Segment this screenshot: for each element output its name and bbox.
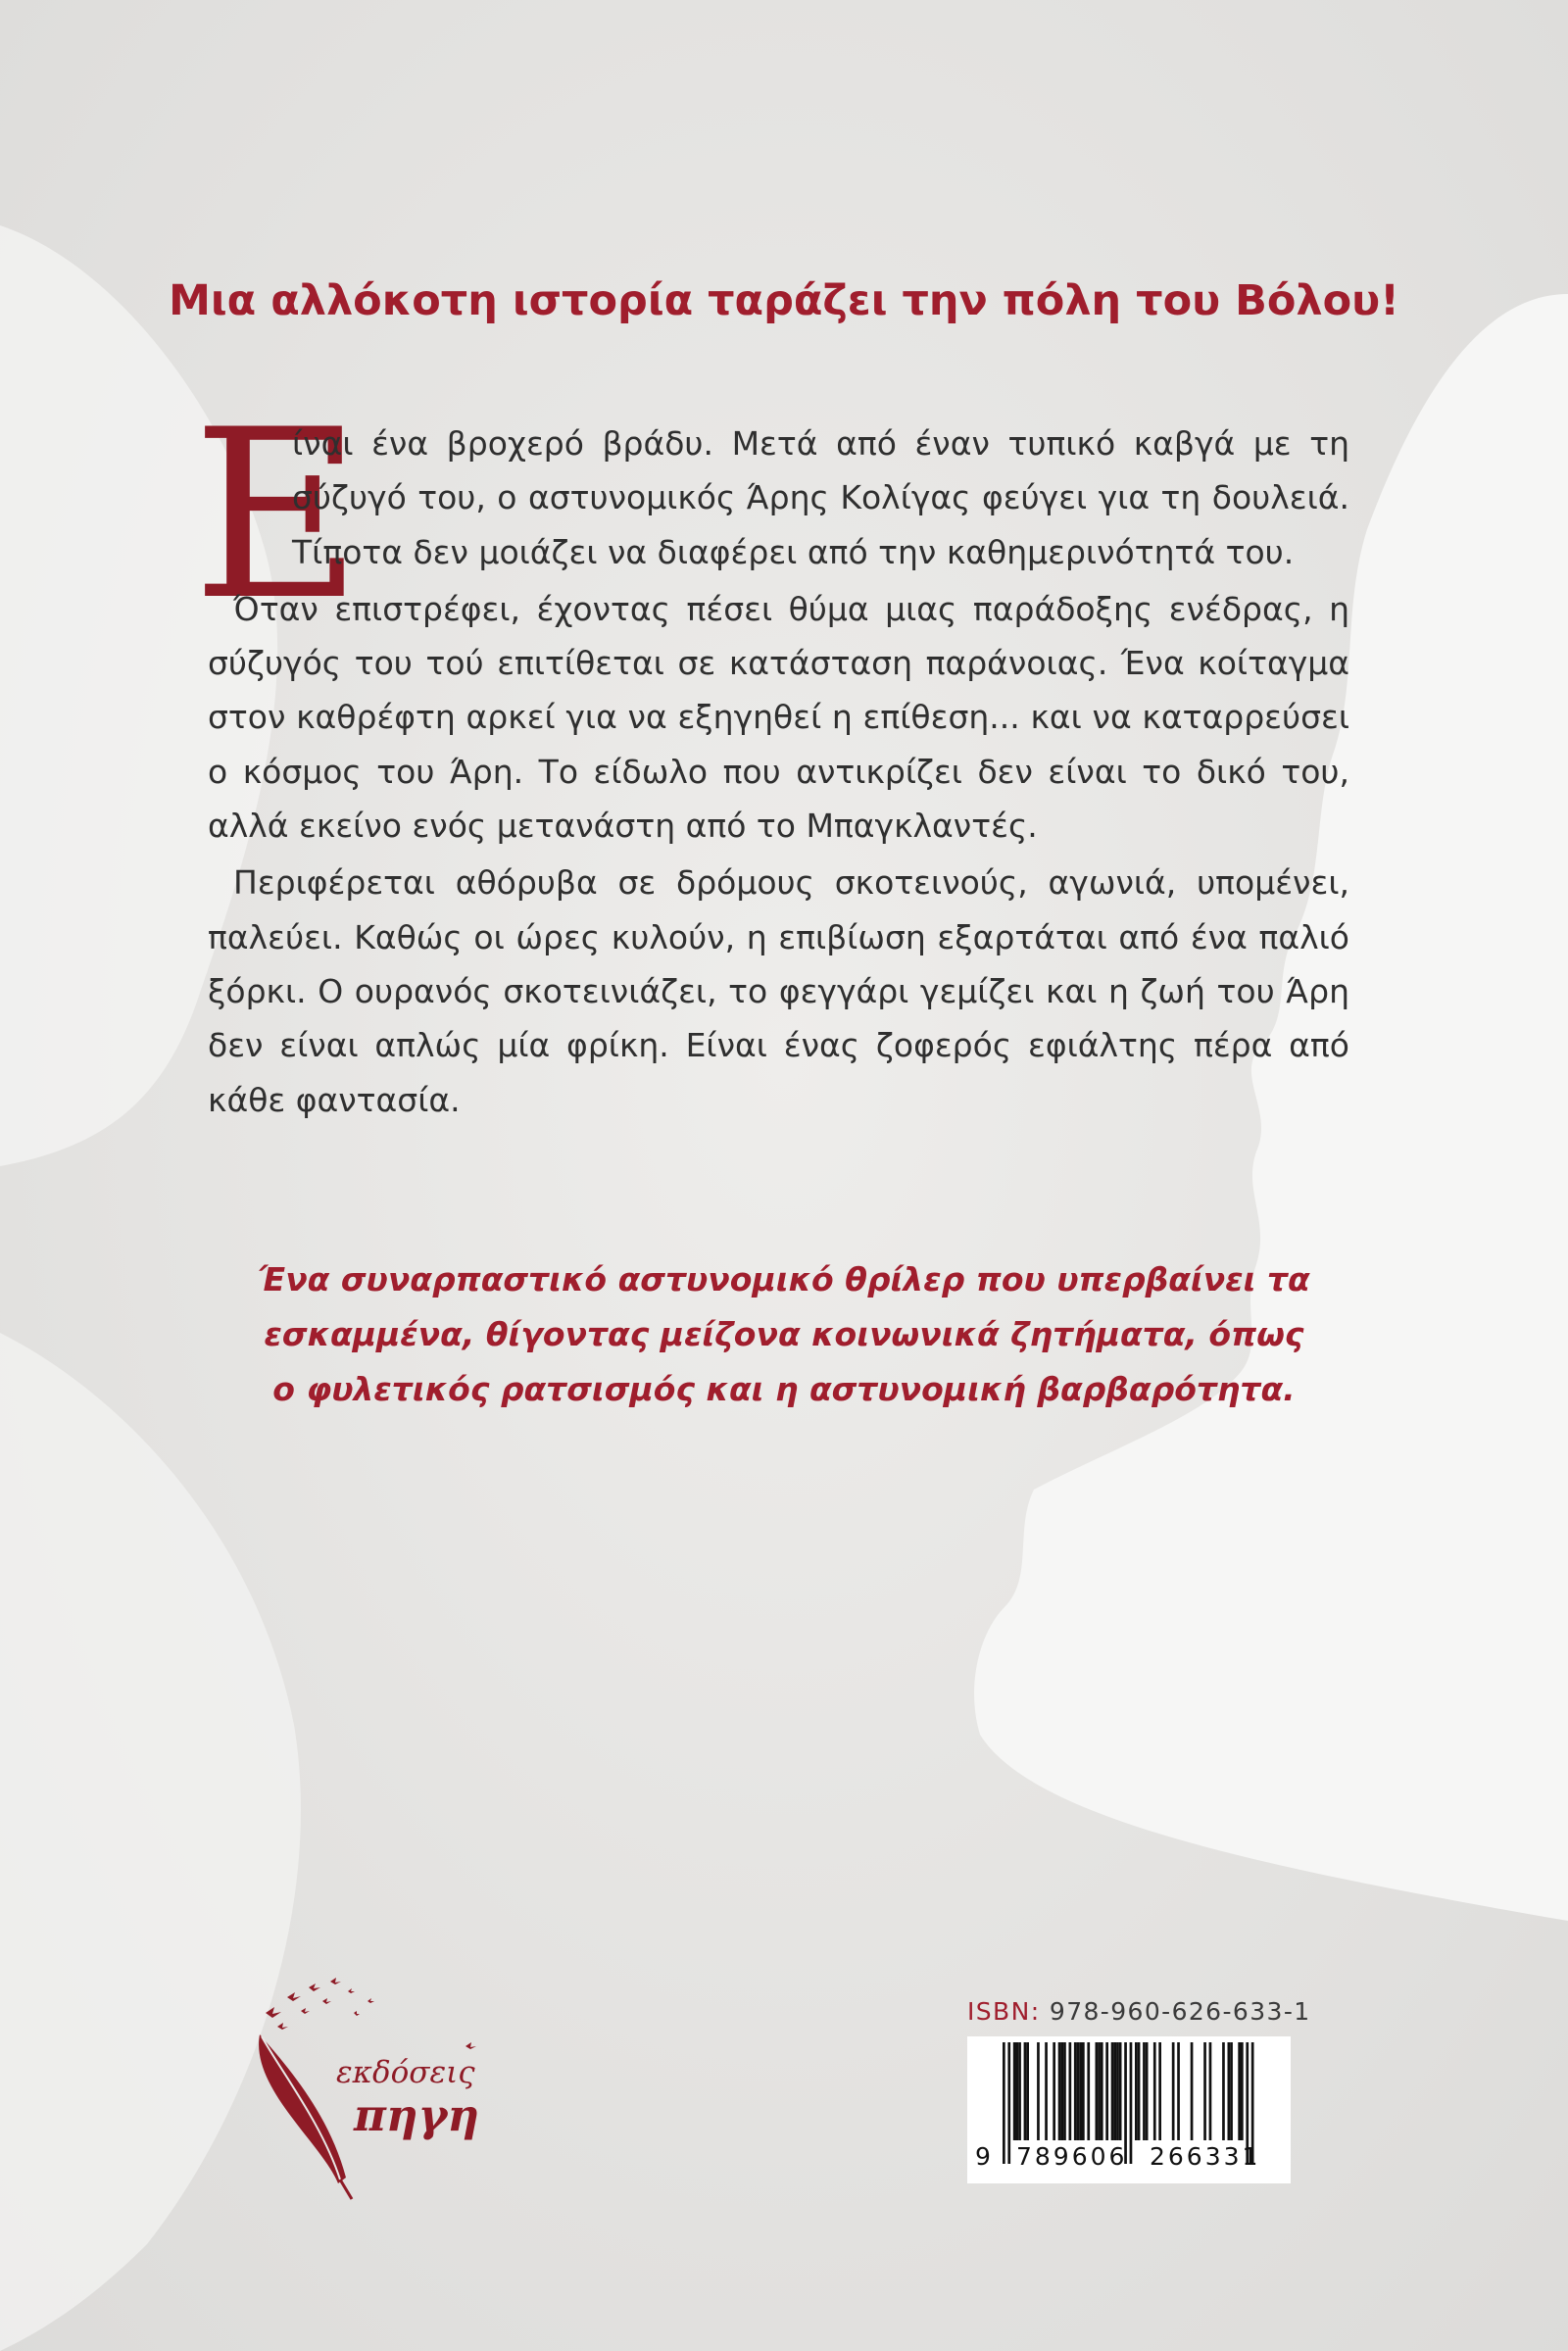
barcode-bar (1026, 2042, 1029, 2140)
barcode-bar (1177, 2042, 1180, 2140)
drop-cap: Ε (192, 380, 363, 652)
publisher-logo (238, 1978, 562, 2203)
barcode-bar (1228, 2042, 1231, 2140)
barcode-bar (1101, 2042, 1103, 2140)
closing-line-1: Ένα συναρπαστικό αστυνομικό θρίλερ που υπερβαίνει τα (258, 1260, 1310, 1298)
barcode-bar (1096, 2042, 1099, 2140)
barcode-bar (1146, 2042, 1149, 2140)
barcode-bar (1045, 2042, 1048, 2140)
barcode (967, 2036, 1291, 2183)
barcode-bar (1013, 2042, 1016, 2140)
barcode-bar (1058, 2042, 1061, 2140)
publisher-name-bottom: πηγη (354, 2089, 480, 2141)
isbn-line (967, 1999, 1311, 2024)
isbn-separator: : (1030, 1997, 1041, 2026)
barcode-left-digits: 789606 (1016, 2142, 1128, 2171)
barcode-bar (1222, 2042, 1225, 2140)
barcode-bar (1105, 2042, 1108, 2140)
barcode-bar (1130, 2042, 1133, 2164)
blurb-paragraph-2: Όταν επιστρέφει, έχοντας πέσει θύμα μιας παράδοξης ενέδρας, η σύζυγός του τού επιτίθεται σε κατάσταση παράνοιας. Ένα κοίταγμα στον καθρέφτη αρκεί για να εξηγηθεί η επίθεση... και να καταρρεύσει ο κόσμος του Άρη. Το είδωλο που αντικρίζει δεν είναι το δικό του, αλλά εκείνο ενός μετανάστη από το Μπαγκλαντές. (208, 589, 1349, 846)
closing-line-3: ο φυλετικός ρατσισμός και η αστυνομική βαρβαρότητα. (272, 1370, 1296, 1408)
blurb-text (208, 416, 1349, 1127)
barcode-bar (1111, 2042, 1114, 2140)
barcode-bar (1079, 2042, 1082, 2140)
barcode-bar (1053, 2042, 1055, 2140)
barcode-bar (1069, 2042, 1072, 2140)
blurb-paragraph-3: Περιφέρεται αθόρυβα σε δρόμους σκοτεινούς, αγωνιά, υπομένει, παλεύει. Καθώς οι ώρες κυλούν, η επιβίωση εξαρτάται από ένα παλιό ξόρκι. Ο ουρανός σκοτεινιάζει, το φεγγάρι γεμίζει και η ζωή του Άρη δεν είναι απλώς μία φρίκη. Είναι ένας ζοφερός εφιάλτης πέρα από κάθε φαντασία. (208, 863, 1349, 1119)
publisher-name-top: εκδόσεις (336, 2055, 475, 2090)
barcode-bar (1003, 2042, 1005, 2164)
isbn-barcode-block (967, 1997, 1311, 2185)
blurb-paragraph-1: ίναι ένα βροχερό βράδυ. Μετά από έναν τυπικό καβγά με τη σύζυγό του, ο αστυνομικός Άρης Κολίγας φεύγει για τη δουλειά. Τίποτα δεν μοιάζει να διαφέρει από την καθημερινότητά του. (292, 424, 1349, 571)
barcode-bar (1077, 2042, 1080, 2140)
closing-line-2: εσκαμμένα, θίγοντας μείζονα κοινωνικά ζητήματα, όπως (264, 1315, 1304, 1353)
barcode-bar (1203, 2042, 1206, 2140)
barcode-bar (1016, 2042, 1019, 2140)
barcode-bar (1060, 2042, 1063, 2140)
barcode-bar (1018, 2042, 1021, 2140)
barcode-bar (1063, 2042, 1066, 2140)
isbn-number: 978-960-626-633-1 (1049, 1997, 1311, 2026)
barcode-bar (1191, 2042, 1194, 2140)
barcode-bar (1138, 2042, 1141, 2140)
barcode-bar (1113, 2042, 1116, 2140)
barcode-bar (1037, 2042, 1040, 2140)
barcode-bar (1119, 2042, 1122, 2140)
barcode-bar (1098, 2042, 1101, 2140)
barcode-bar (1074, 2042, 1077, 2140)
closing-tagline (147, 1252, 1421, 1417)
barcode-bar (1241, 2042, 1244, 2140)
isbn-label: ISBN (967, 1997, 1031, 2026)
barcode-first-digit: 9 (975, 2142, 994, 2171)
barcode-bar (1024, 2042, 1027, 2140)
barcode-bar (1135, 2042, 1138, 2140)
barcode-bar (1087, 2042, 1090, 2140)
barcode-bar (1209, 2042, 1212, 2140)
headline: Μια αλλόκοτη ιστορία ταράζει την πόλη του Βόλου! (169, 276, 1399, 325)
barcode-bar (1238, 2042, 1241, 2140)
barcode-bar (1143, 2042, 1146, 2140)
barcode-bar (1230, 2042, 1233, 2140)
barcode-bar (1082, 2042, 1085, 2140)
barcode-bar (1007, 2042, 1010, 2164)
barcode-bar (1116, 2042, 1119, 2140)
barcode-right-digits: 266331 (1150, 2142, 1261, 2171)
barcode-bar (1172, 2042, 1175, 2140)
barcode-bar (1153, 2042, 1156, 2140)
barcode-bar (1158, 2042, 1161, 2140)
